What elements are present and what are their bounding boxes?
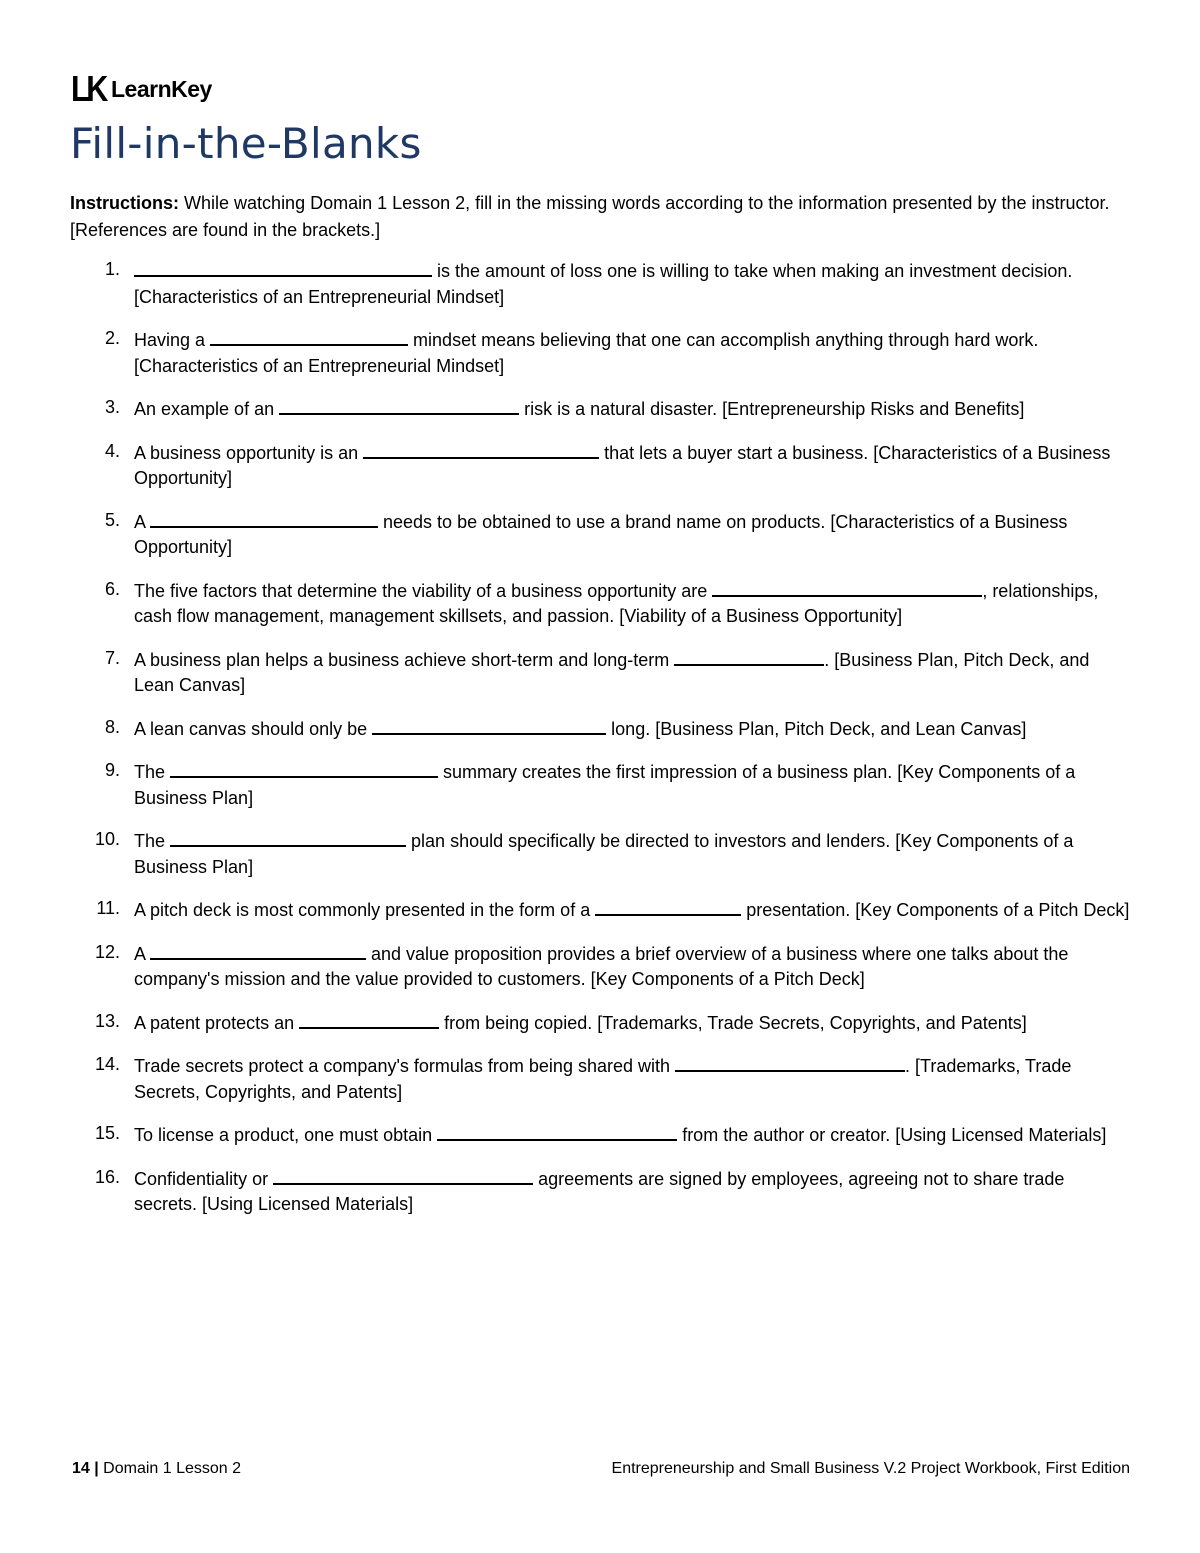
- answer-blank[interactable]: [150, 940, 366, 960]
- question-16: [70, 1165, 1132, 1218]
- question-text-after: presentation. [Key Components of a Pitch Deck]: [741, 900, 1130, 920]
- answer-blank[interactable]: [372, 715, 606, 735]
- question-text-before: The five factors that determine the viability of a business opportunity are: [134, 580, 713, 601]
- answer-blank[interactable]: [273, 1165, 533, 1185]
- answer-blank[interactable]: [170, 827, 406, 847]
- learnkey-logo: [71, 68, 212, 109]
- question-text-before: A pitch deck is most commonly presented in the form of a: [134, 900, 596, 920]
- question-3: [70, 395, 1132, 423]
- question-text-after: is the amount of loss one is willing to take when making an investment decision. [Characteristics of an Entrepreneurial Mindset]: [134, 261, 1073, 307]
- question-1: [70, 257, 1132, 310]
- question-6: [70, 577, 1132, 630]
- question-text-after: mindset means believing that one can accomplish anything through hard work. [Characteristics of an Entrepreneurial Mindset]: [134, 330, 1039, 376]
- logo-mark: LK: [71, 68, 105, 109]
- question-14: [70, 1052, 1132, 1105]
- question-text-after: summary creates the first impression of a business plan. [Key Components of a Business Plan]: [134, 762, 1076, 808]
- question-text-before: The: [134, 762, 171, 782]
- question-text-after: needs to be obtained to use a brand name on products. [Characteristics of a Business Opportunity]: [134, 511, 1068, 557]
- question-13: [70, 1009, 1132, 1037]
- question-12: [70, 940, 1132, 993]
- question-list: [70, 257, 1132, 1234]
- question-15: [70, 1121, 1132, 1149]
- answer-blank[interactable]: [210, 326, 408, 346]
- question-4: [70, 439, 1132, 492]
- question-number: 16.: [94, 1166, 120, 1187]
- page-title: Fill-in-the-Blanks: [70, 119, 422, 168]
- answer-blank[interactable]: [299, 1009, 439, 1029]
- question-8: [70, 715, 1132, 743]
- answer-blank[interactable]: [712, 577, 982, 597]
- page-footer: [72, 1460, 1130, 1478]
- question-number: 2.: [104, 328, 120, 348]
- question-text-after: agreements are signed by employees, agreeing not to share trade secrets. [Using Licensed Materials]: [134, 1168, 1065, 1214]
- question-text-after: and value proposition provides a brief overview of a business where one talks about the company's mission and the value provided to customers. [Key Components of a Pitch Deck]: [134, 943, 1069, 989]
- question-number: 10.: [94, 829, 120, 849]
- question-text-after: from the author or creator. [Using Licensed Materials]: [677, 1125, 1107, 1145]
- question-text-after: . [Trademarks, Trade Secrets, Copyrights, and Patents]: [134, 1056, 1072, 1102]
- question-text-before: An example of an: [134, 399, 280, 419]
- question-number: 8.: [104, 716, 120, 737]
- question-10: [70, 827, 1132, 880]
- answer-blank[interactable]: [675, 1052, 905, 1072]
- question-text-after: . [Business Plan, Pitch Deck, and Lean Canvas]: [134, 649, 1090, 695]
- question-text-before: A business plan helps a business achieve short-term and long-term: [134, 649, 675, 670]
- question-number: 15.: [94, 1123, 120, 1143]
- footer-left: [72, 1460, 241, 1478]
- question-text-before: A lean canvas should only be: [134, 718, 373, 739]
- question-text-before: A: [134, 943, 151, 964]
- question-number: 3.: [104, 397, 120, 417]
- question-text-before: A business opportunity is an: [134, 442, 364, 463]
- instructions: [70, 190, 1132, 244]
- question-text-after: plan should specifically be directed to investors and lenders. [Key Components of a Business Plan]: [134, 831, 1074, 877]
- question-5: [70, 508, 1132, 561]
- question-2: [70, 326, 1132, 379]
- question-text-before: A patent protects an: [134, 1012, 300, 1033]
- answer-blank[interactable]: [595, 896, 741, 916]
- question-number: 11.: [96, 898, 120, 918]
- footer-right: Entrepreneurship and Small Business V.2 Project Workbook, First Edition: [611, 1460, 1130, 1477]
- answer-blank[interactable]: [150, 508, 378, 528]
- question-text-after: that lets a buyer start a business. [Characteristics of a Business Opportunity]: [134, 442, 1111, 488]
- question-number: 1.: [104, 259, 120, 279]
- answer-blank[interactable]: [279, 395, 519, 415]
- question-number: 7.: [104, 647, 120, 668]
- question-text-after: , relationships, cash flow management, management skillsets, and passion. [Viability of a Business Opportunity]: [134, 580, 1099, 626]
- answer-blank[interactable]: [170, 758, 438, 778]
- question-number: 12.: [94, 941, 120, 962]
- question-number: 14.: [94, 1054, 120, 1074]
- question-text-before: Confidentiality or: [134, 1168, 274, 1189]
- page-number: 14 |: [72, 1460, 99, 1477]
- instructions-text: While watching Domain 1 Lesson 2, fill in the missing words according to the information presented by the instructor. [References are found in the brackets.]: [70, 193, 1110, 240]
- instructions-label: Instructions:: [70, 193, 180, 213]
- question-text-before: The: [134, 831, 171, 851]
- question-text-after: risk is a natural disaster. [Entrepreneurship Risks and Benefits]: [519, 399, 1025, 419]
- footer-lesson: Domain 1 Lesson 2: [103, 1460, 242, 1477]
- question-number: 5.: [104, 509, 120, 530]
- question-number: 13.: [94, 1010, 120, 1031]
- question-number: 9.: [104, 760, 120, 780]
- question-text-before: A: [134, 511, 151, 532]
- answer-blank[interactable]: [134, 257, 432, 277]
- question-text-before: Having a: [134, 330, 211, 350]
- answer-blank[interactable]: [437, 1121, 677, 1141]
- question-text-before: Trade secrets protect a company's formulas from being shared with: [134, 1056, 676, 1076]
- answer-blank[interactable]: [674, 646, 824, 666]
- question-number: 4.: [104, 440, 120, 461]
- question-text-after: long. [Business Plan, Pitch Deck, and Lean Canvas]: [606, 718, 1027, 739]
- question-7: [70, 646, 1132, 699]
- question-9: [70, 758, 1132, 811]
- question-text-after: from being copied. [Trademarks, Trade Secrets, Copyrights, and Patents]: [439, 1012, 1027, 1033]
- question-text-before: To license a product, one must obtain: [134, 1125, 438, 1145]
- question-11: [70, 896, 1132, 924]
- logo-text: LearnKey: [111, 75, 212, 102]
- answer-blank[interactable]: [363, 439, 599, 459]
- question-number: 6.: [104, 578, 120, 599]
